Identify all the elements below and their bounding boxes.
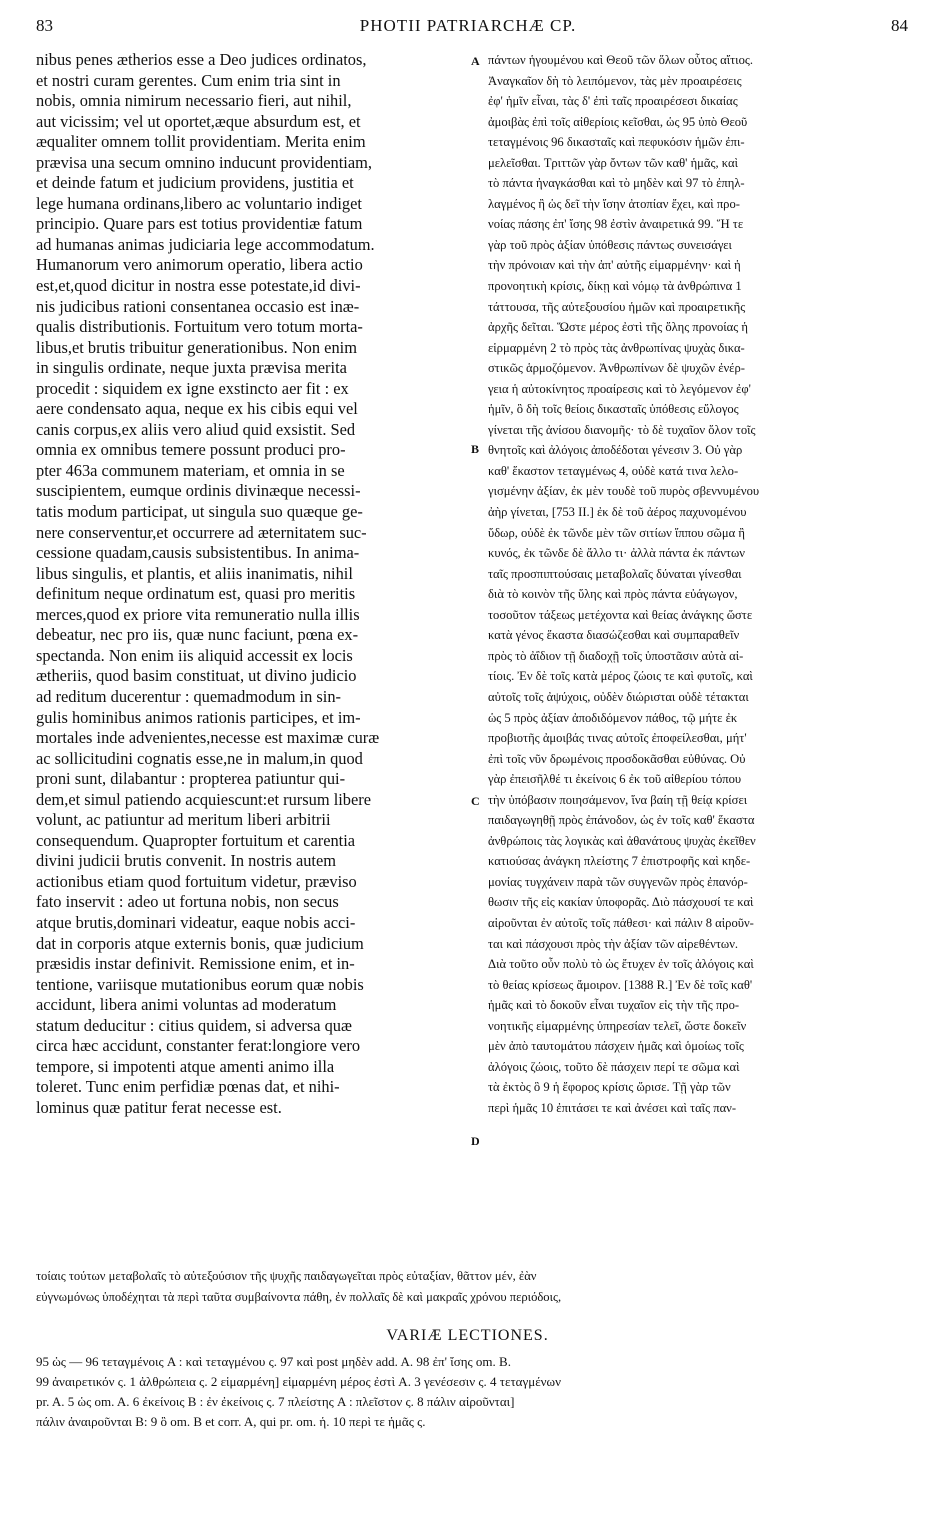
greek-text-line: τάττουσα, τῆς αὐτεξουσίου ἡμῶν καὶ προαιρετικῆς (488, 299, 746, 314)
variae-line: 99 ἀναιρετικόν ς. 1 ἀλθρώπεια ς. 2 εἱμαρμένη] εἱμαρμένη μέρος ἐστὶ A. 3 γενέσεσιν ς. 4 τεταγμένων (36, 1374, 561, 1389)
latin-text-line: Humanorum vero animorum operatio, libera actio (36, 255, 363, 275)
latin-text-line: toleret. Tunc enim perfidiæ pœnas dat, et nihi- (36, 1077, 340, 1097)
latin-text-line: circa hæc accidunt, constanter ferat:longiore vero (36, 1036, 361, 1056)
greek-text-line: πρὸς τὸ ἀΐδιον τῇ διαδοχῇ τοῖς ὑποστᾶσιν αὐτὰ αἰ- (488, 648, 744, 663)
latin-text-line: suscipientem, eumque ordinis divinæque necessi- (36, 481, 361, 501)
latin-text-line: omnia ex omnibus temere possunt produci pro- (36, 440, 346, 460)
latin-text-line: gulis hominibus animos rationis participes, et im- (36, 707, 361, 727)
greek-text-line: ἀνθρώποις τὰς λογικὰς καὶ ἀθανάτους ψυχὰς ἐκεῖθεν (488, 833, 756, 848)
greek-text-line: διὰ τὸ κοινὸν τῆς ὕλης καὶ πρὸς πάντα εὐάγωγον, (488, 587, 738, 602)
greek-text-line: κατὰ γένος ἕκαστα διασώζεσθαι καὶ συμπαραθεῖν (488, 628, 740, 643)
latin-text-line: præsidis instar definivit. Remissione enim, et in- (36, 954, 355, 974)
greek-text-line: ἀλόγοις ζώοις, τοῦτο δὲ πάσχειν περί τε σῶμα καὶ (488, 1059, 740, 1074)
variae-line: πάλιν ἀναιροῦνται B: 9 ὃ om. B et corr. A, qui pr. om. ἡ. 10 περὶ τε ἡμᾶς ς. (36, 1414, 426, 1429)
greek-text-line: τὴν ὑπόβασιν ποιησάμενον, ἵνα βαίη τῇ θείᾳ κρίσει (488, 792, 748, 807)
section-marker-a: A (471, 54, 480, 68)
latin-text-line: volunt, ac patiuntur ad meritum liberi arbitrii (36, 810, 331, 830)
latin-text-line: libus singulis, et plantis, et aliis inanimatis, nihil (36, 563, 353, 583)
greek-text-line: γισμένην ἀξίαν, ἐκ μὲν τουδὲ τοῦ πυρὸς σβεννυμένου (488, 484, 760, 499)
latin-text-line: merces,quod ex priore vita remuneratio nulla illis (36, 604, 360, 624)
latin-text-line: definitum neque ordinatum est, quasi pro meritis (36, 584, 356, 604)
greek-text-line: νοητικῆς εἱμαρμένης ὑπηρεσίαν τελεῖ, ὥστε δοκεῖν (488, 1018, 747, 1033)
greek-text-line: γεια ἡ αὐτοκίνητος προαίρεσις καὶ τὸ λεγόμενον ἐφ' (488, 381, 751, 396)
latin-text-line: et deinde fatum et judicium providens, justitia et (36, 173, 354, 193)
latin-text-line: fato inservit : adeo ut fortuna nobis, non secus (36, 892, 339, 912)
greek-text-line: τὴν πρόνοιαν καὶ τὴν ἀπ' αὐτῆς εἱμαρμένην· καὶ ἡ (488, 258, 741, 273)
greek-text-line: τοσοῦτον τάξεως μετέχοντα καὶ θείας ἀνάγκης ὥστε (488, 607, 753, 622)
latin-text-line: nis judicibus rationi consentanea occasio est inæ- (36, 296, 360, 316)
section-marker-b: B (471, 442, 480, 456)
greek-text-line: ὕδωρ, οὐδὲ ἐκ τῶνδε μὲν τῶν σιτίων ἵππου σῶμα ἢ (488, 525, 745, 540)
greek-text-line: τὸ πάντα ἠναγκάσθαι καὶ τὸ μηδὲν καὶ 97 τὸ ἐπηλ- (488, 176, 745, 191)
greek-text-line: ἀμοιβὰς ἐπὶ τοῖς αἰθερίοις κεῖσθαι, ὡς 95 ὑπὸ Θεοῦ (488, 114, 748, 129)
greek-text-line: ἐπὶ τοῖς νῦν δρωμένοις προσδοκᾶσθαι εὐθύνας. Οὐ (488, 751, 746, 766)
greek-text-line: καθ' ἕκαστον τεταγμένως 4, οὐδὲ κατά τινα λελο- (488, 463, 739, 478)
latin-text-line: spectanda. Non enim iis aliquid accessit ex locis (36, 645, 353, 665)
greek-text-line: περὶ ἡμᾶς 10 ἐπιτάσει τε καὶ ἀνέσει καὶ ταῖς παν- (488, 1100, 737, 1115)
latin-text-line: æqualiter omnem tollit providentiam. Merita enim (36, 132, 366, 152)
latin-text-line: accidunt, libera animi voluntas ad moderatum (36, 995, 337, 1015)
greek-text-line: μὲν ἀπὸ ταυτομάτου πάσχειν ἡμᾶς καὶ ὁμοίως τοῖς (488, 1039, 744, 1054)
variae-line: pr. A. 5 ὡς om. A. 6 ἐκείνοις B : ἐν ἐκείνοις ς. 7 πλείστης A : πλεῖστον ς. 8 πάλιν αἱροῦνται] (36, 1394, 515, 1409)
greek-text-line: τίοις. Ἐν δὲ τοῖς κατὰ μέρος ζώοις τε καὶ φυτοῖς, καὶ (488, 669, 753, 684)
greek-text-line: αἱροῦνται ἐν αὐτοῖς τοῖς πάθεσι· καὶ πάλιν 8 αἱροῦν- (488, 915, 754, 930)
latin-text-line: est,et,quod dicitur in nostra esse potestate,id divi- (36, 276, 361, 296)
latin-text-line: in singulis ordinate, neque juxta prævisa merita (36, 358, 347, 378)
latin-text-line: dat in corporis atque externis bonis, quæ judicium (36, 933, 364, 953)
greek-text-line: μελεῖσθαι. Τριττῶν γὰρ ὄντων τῶν καθ' ἡμᾶς, καὶ (488, 155, 739, 170)
latin-text-line: prævisa una secum omnino inducunt providentiam, (36, 152, 372, 172)
latin-text-line: statum deducitur : citius quidem, si adversa quæ (36, 1015, 352, 1035)
greek-column (488, 50, 908, 1118)
latin-text-line: ad reditum ducerentur : quemadmodum in sin- (36, 686, 341, 706)
variae-line: 95 ὡς — 96 τεταγμένοις A : καὶ τεταγμένου ς. 97 καὶ post μηδὲν add. A. 98 ἐπ' ἴσης om. B. (36, 1354, 511, 1369)
latin-text-line: divini judicii brutis convenit. In nostris autem (36, 851, 337, 871)
greek-text-line: πάντων ἡγουμένου καὶ Θεοῦ τῶν ὅλων οὗτος αἴτιος. (488, 53, 753, 67)
greek-text-line: στικῶς ἁρμοζόμενον. Ἀνθρωπίνων δὲ ψυχῶν ἐνέρ- (488, 361, 745, 376)
latin-text-line: ætheriis, quod basim constituat, ut divino judicio (36, 666, 357, 686)
latin-text-line: libus,et brutis tribuitur generationibus. Non enim (36, 337, 357, 357)
latin-column (36, 50, 466, 1118)
greek-text-line: ἡμῖν, ὃ δὴ τοῖς θείοις δικασταῖς ὑπόθεσις εὔλογος (488, 402, 739, 417)
page-number-left: 83 (36, 16, 53, 35)
latin-text-line: dem,et simul patiendo acquiescunt:et rursum libere (36, 789, 371, 809)
greek-text-line: θνητοῖς καὶ ἀλόγοις ἀποδέδοται γένεσιν 3. Οὐ γὰρ (488, 443, 743, 458)
greek-text-line: τεταγμένοις 96 δικασταῖς καὶ πεφυκόσιν ἡμῶν ἐπι- (488, 135, 745, 150)
page-header (28, 12, 908, 38)
latin-text-line: nobis, omnia nimirum necessario fieri, aut nihil, (36, 91, 352, 111)
latin-text-line: nere conserventur,et occurrere ad æternitatem suc- (36, 522, 367, 542)
greek-text-line: αὐτοῖς τοῖς ἀψύχοις, οὐδὲν διώρισται οὐδὲ τέτακται (488, 689, 749, 704)
latin-text-line: principio. Quare pars est totius providentiæ fatum (36, 214, 363, 234)
greek-text-line: γὰρ ἐπεισῆλθέ τι ἐκείνοις 6 ἐκ τοῦ αἰθερίου τόπου (488, 772, 742, 787)
greek-text-line: νοίας πάσης ἐπ' ἴσης 98 ἐστὶν ἀναιρετικά 99. Ἥ τε (488, 217, 744, 232)
latin-text-line: tentione, variisque mutationibus eorum quæ nobis (36, 974, 364, 994)
greek-text-line: λαγμένος ἢ ὡς δεῖ τὴν ἴσην ἀτοπίαν ἔχει, καὶ προ- (488, 196, 740, 211)
latin-text-line: qualis distributionis. Fortuitum vero totum morta- (36, 317, 363, 337)
latin-text-line: debeatur, nec pro iis, quæ nunc faciunt, pœna ex- (36, 625, 359, 645)
latin-text-line: actionibus etiam quod fortuitum videtur, præviso (36, 871, 357, 891)
greek-text-line: γίνεται τῆς ἀνίσου διανομῆς· τὸ δὲ τυχαῖον ὅλον τοῖς (488, 422, 756, 437)
latin-text-line: pter 463a communem materiam, et omnia in se (36, 460, 345, 480)
section-marker-c: C (471, 794, 480, 808)
latin-text-line: ac sollicitudini cognatis esse,ne in malum,in quod (36, 748, 363, 768)
greek-text-line: Ἀναγκαῖον δὴ τὸ λειπόμενον, τὰς μὲν προαιρέσεις (488, 73, 742, 88)
greek-text-line: ὡς 5 πρὸς ἀξίαν ἀποδιδόμενον πάθος, τῷ μήτε ἐκ (488, 710, 738, 725)
latin-text-line: procedit : siquidem ex igne exstincto aer fit : ex (36, 378, 349, 398)
greek-text-line: προνοητικὴ κρίσις, δίκῃ καὶ νόμῳ τὰ ἀνθρώπινα 1 (488, 279, 742, 294)
greek-text-line: γὰρ τοῦ πρὸς ἀξίαν ὑπόθεσις πάντως συνεισάγει (488, 237, 732, 252)
greek-text-line: κατιούσας ἀνάγκη πλείστης 7 ἐπιστροφῆς καὶ κηδε- (488, 854, 751, 869)
section-marker-d: D (471, 1134, 480, 1148)
greek-text-line: ται καὶ πάσχουσι πρὸς τὴν ἀξίαν τῶν αἱρεθέντων. (488, 936, 739, 951)
greek-full-width-line: εὐγνωμόνως ὑποδέχηται τὰ περὶ ταῦτα συμβαίνοντα πάθη, ἐν πολλαῖς δὲ καὶ μακραῖς χρόνου περιόδοις, (36, 1290, 562, 1304)
greek-text-line: παιδαγωγηθῇ πρὸς ἐπάνοδον, ὡς ἐν τοῖς καθ' ἕκαστα (488, 813, 755, 828)
latin-text-line: atque brutis,dominari videatur, eaque nobis acci- (36, 912, 356, 932)
greek-text-line: θωσιν τῆς εἰς κακίαν ὑποφορᾶς. Διὸ πάσχουσί τε καὶ (488, 895, 754, 910)
greek-text-line: κυνός, ἐκ τῶνδε δὲ ἄλλο τι· ἀλλὰ πάντα ἐκ πάντων (488, 546, 745, 561)
page-number-right: 84 (891, 16, 908, 35)
greek-text-line: Διὰ τοῦτο οὖν πολὺ τὸ ὡς ἔτυχεν ἐν τοῖς ἀλόγοις καὶ (488, 957, 754, 972)
greek-text-line: προβιοτῆς ἀμοιβάς τινας αὐτοῖς ἐποφείλεσθαι, μήτ' (488, 731, 747, 746)
latin-text-line: lege humana ordinans,libero ac voluntario indiget (36, 193, 362, 213)
greek-text-line: ἡμᾶς καὶ τὸ δοκοῦν εἶναι τυχαῖον εἰς τὴν τῆς προ- (488, 998, 740, 1013)
latin-text-line: canis corpus,ex aliis vero aliud quid exsistit. Sed (36, 419, 356, 439)
latin-text-line: aut vicissim; vel ut oportet,æque absurdum est, et (36, 111, 361, 131)
running-title: PHOTII PATRIARCHÆ CP. (359, 16, 577, 35)
latin-text-line: lominus quæ patitur ferat necesse est. (36, 1097, 282, 1117)
latin-text-line: tempore, si impotenti atque amenti animo illa (36, 1056, 335, 1076)
greek-full-width-line: τοίαις τούτων μεταβολαῖς τὸ αὐτεξούσιον τῆς ψυχῆς παιδαγωγεῖται πρὸς εὐταξίαν, θᾶττον μέν, ἐὰν (36, 1269, 537, 1283)
latin-text-line: mortales inde advenientes,necesse est maximæ curæ (36, 728, 380, 748)
latin-text-line: aere condensato aqua, neque ex his cibis equi vel (36, 399, 358, 419)
latin-text-line: ad humanas animas judiciaria lege accommodatum. (36, 234, 375, 254)
latin-text-line: et nostri curam gerentes. Cum enim tria sint in (36, 70, 341, 90)
greek-text-line: ταῖς προσπιπτούσαις μεταβολαῖς δύναται γίνεσθαι (488, 566, 742, 581)
latin-text-line: tatis modum participat, ut singula suo quæque ge- (36, 502, 363, 522)
latin-text-line: cessione quadam,causis subsistentibus. In anima- (36, 543, 360, 563)
variae-lectiones (36, 1352, 916, 1432)
latin-text-line: proni sunt, dilabantur : propterea patiuntur qui- (36, 769, 346, 789)
greek-text-line: τὰ ἐκτὸς ὃ 9 ἡ ἔφορος κρίσις ὥρισε. Τῇ γὰρ τῶν (488, 1080, 731, 1095)
variae-lectiones-heading: VARIÆ LECTIONES. (386, 1327, 549, 1344)
greek-text-line: ἐφ' ἡμῖν εἶναι, τὰς δ' ἐπὶ ταῖς προαιρέσεσι δικαίας (488, 94, 738, 109)
greek-text-line: εἱρμαρμένη 2 τὸ πρὸς τὰς ἀνθρωπίνας ψυχὰς δικα- (488, 340, 745, 355)
latin-text-line: consequendum. Quapropter fortuitum et carentia (36, 830, 356, 850)
greek-text-line: ἀὴρ γίνεται, [753 II.] ἐκ δὲ τοῦ ἀέρος παχυνομένου (488, 505, 747, 520)
latin-text-line: nibus penes ætherios esse a Deo judices ordinatos, (36, 50, 367, 69)
greek-text-line: τὸ θείας κρίσεως ἄμοιρον. [1388 R.] Ἐν δὲ τοῖς καθ' (488, 977, 753, 992)
greek-text-line: ἀρχῆς δεῖται. Ὥστε μέρος ἐστὶ τῆς ὅλης προνοίας ἡ (488, 320, 749, 335)
greek-text-line: μονίας τυγχάνειν παρὰ τῶν συγγενῶν πρὸς ἐπανόρ- (488, 874, 748, 889)
